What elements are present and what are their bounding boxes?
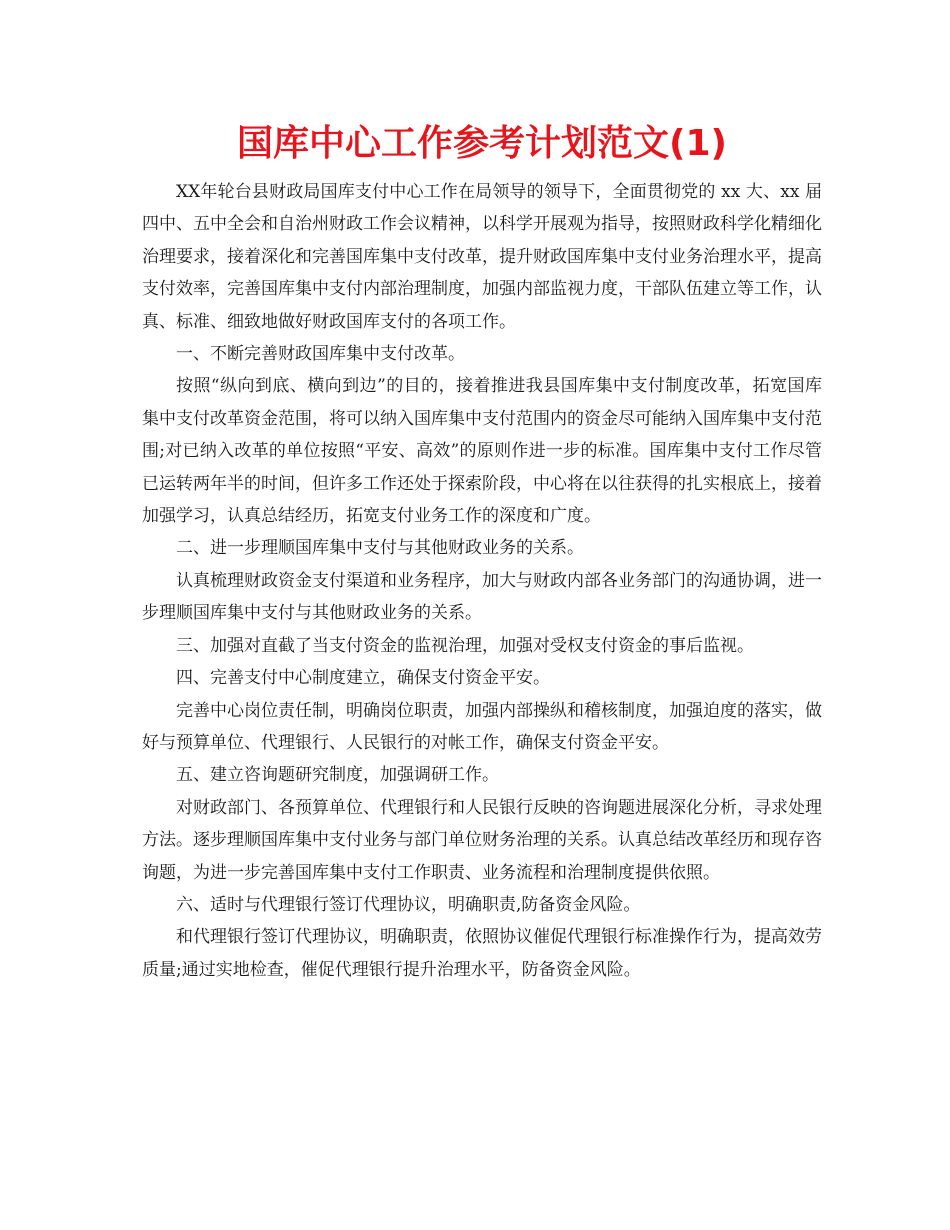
paragraph-4: 完善中心岗位责任制，明确岗位职责，加强内部操纵和稽核制度，加强迫度的落实，做好与预算单位、代理银行、人民银行的对帐工作，确保支付资金平安。 — [142, 700, 822, 753]
document-page — [142, 118, 822, 986]
section-heading-5: 五、建立咨询题研究制度，加强调研工作。 — [176, 765, 499, 786]
document-title: 国库中心工作参考计划范文(1) — [237, 123, 727, 164]
section-heading-6: 六、适时与代理银行签订代理协议，明确职责,防备资金风险。 — [176, 894, 641, 915]
paragraph-6: 和代理银行签订代理协议，明确职责，依照协议催促代理银行标准操作行为，提高效劳质量;通过实地检查，催促代理银行提升治理水平，防备资金风险。 — [142, 927, 822, 980]
paragraph-intro: XX年轮台县财政局国库支付中心工作在局领导的领导下，全面贯彻党的 xx 大、xx 届四中、五中全会和自治州财政工作会议精神，以科学开展观为指导，按照财政科学化精细化治理要求，接着深化和完善国库集中支付改革，提升财政国库集中支付业务治理水平，提高支付效率，完善国库集中支付内部治理制度，加强内部监视力度，干部队伍建立等工作，认真、标准、细致地做好财政国库支付的各项工作。 — [142, 182, 822, 332]
paragraph-5: 对财政部门、各预算单位、代理银行和人民银行反映的咨询题进展深化分析，寻求处理方法。逐步理顺国库集中支付业务与部门单位财务治理的关系。认真总结改革经历和现存咨询题，为进一步完善国库集中支付工作职责、业务流程和治理制度提供依照。 — [142, 797, 822, 883]
section-heading-1: 一、不断完善财政国库集中支付改革。 — [176, 344, 465, 365]
paragraph-1: 按照“纵向到底、横向到边”的目的，接着推进我县国库集中支付制度改革，拓宽国库集中支付改革资金范围，将可以纳入国库集中支付范围内的资金尽可能纳入国库集中支付范围;对已纳入改革的单位按照“平安、高效”的原则作进一步的标准。国库集中支付工作尽管已运转两年半的时间，但许多工作还处于探索阶段，中心将在以往获得的扎实根底上，接着加强学习，认真总结经历，拓宽支付业务工作的深度和广度。 — [142, 376, 822, 527]
section-heading-3: 三、加强对直截了当支付资金的监视治理，加强对受权支付资金的事后监视。 — [176, 635, 754, 656]
section-heading-4: 四、完善支付中心制度建立，确保支付资金平安。 — [176, 668, 550, 689]
paragraph-2: 认真梳理财政资金支付渠道和业务程序，加大与财政内部各业务部门的沟通协调，进一步理顺国库集中支付与其他财政业务的关系。 — [142, 570, 822, 624]
section-heading-2: 二、进一步理顺国库集中支付与其他财政业务的关系。 — [176, 538, 584, 559]
